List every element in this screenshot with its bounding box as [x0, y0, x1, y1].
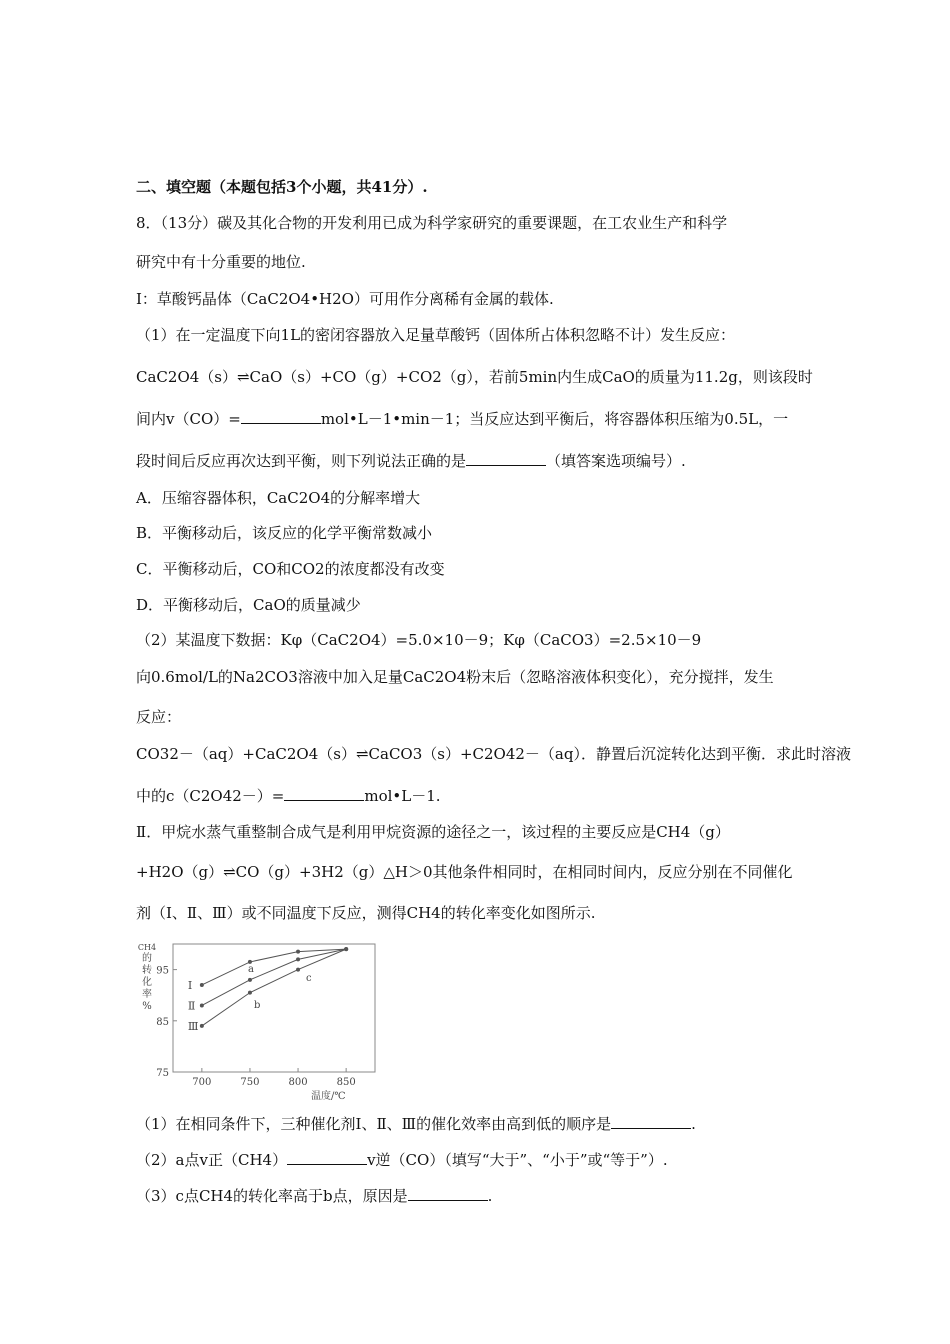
q2-line1: （2）某温度下数据：Kφ（CaC2O4）=5.0×10－9；Kφ（CaCO3）=2.5×10－9 — [136, 631, 702, 649]
point-annotation: b — [253, 1000, 261, 1011]
q2-line4: CO32－（aq）+CaC2O4（s）⇌CaCO3（s）+C2O42－（aq）．静置后沉淀转化达到平衡．求此时溶液 — [136, 745, 851, 763]
q2-line5-start: 中的c（C2O42－）= — [136, 787, 285, 805]
data-point — [296, 950, 300, 954]
q1-line3 — [136, 409, 788, 429]
q2-line5 — [136, 786, 441, 806]
conversion-chart — [133, 938, 383, 1103]
x-tick-label: 750 — [240, 1077, 260, 1088]
x-tick-label: 850 — [336, 1077, 356, 1088]
sub3-end: . — [487, 1187, 493, 1205]
q8-intro-line1: 8．（13分）碳及其化合物的开发利用已成为科学家研究的重要课题，在工农业生产和科学 — [136, 214, 728, 232]
answer-blank-option[interactable] — [466, 451, 546, 466]
y-tick-label: 95 — [156, 965, 169, 977]
data-point — [344, 947, 348, 951]
sub3-line — [136, 1186, 492, 1206]
q2-line3: 反应： — [136, 708, 182, 726]
series-label: Ⅲ — [187, 1019, 199, 1033]
data-point — [200, 1024, 204, 1028]
y-label-char: 化 — [142, 977, 152, 988]
sub1-line — [136, 1114, 696, 1134]
option-c: C．平衡移动后，CO和CO2的浓度都没有改变 — [136, 560, 445, 578]
point-annotation: a — [247, 964, 254, 976]
part1-heading: Ⅰ：草酸钙晶体（CaC2O4•H2O）可用作分离稀有金属的载体. — [136, 290, 554, 308]
option-d: D．平衡移动后，CaO的质量减少 — [136, 596, 361, 614]
series-line-2 — [202, 949, 346, 1005]
x-tick-label: 800 — [288, 1077, 308, 1088]
y-label-char: % — [142, 1001, 152, 1012]
sub1-text: （1）在相同条件下，三种催化剂Ⅰ、Ⅱ、Ⅲ的催化效率由高到低的顺序是 — [136, 1115, 612, 1133]
q1-line3-end: mol•L－1•min－1；当反应达到平衡后，将容器体积压缩为0.5L，一 — [320, 410, 789, 428]
data-point — [200, 983, 204, 987]
q1-line2: CaC2O4（s）⇌CaO（s）+CO（g）+CO2（g），若前5min内生成CaO的质量为11.2g，则该段时 — [136, 368, 813, 386]
y-tick-label: 75 — [156, 1068, 169, 1079]
series-label: Ⅰ — [187, 978, 193, 992]
sub3-text: （3）c点CH4的转化率高于b点，原因是 — [136, 1187, 408, 1205]
answer-blank-vco[interactable] — [241, 409, 321, 424]
y-label-char: 率 — [142, 989, 152, 1000]
data-point — [296, 957, 300, 961]
q2-line2: 向0.6mol/L的Na2CO3溶液中加入足量CaC2O4粉末后（忽略溶液体积变化），充分搅拌，发生 — [136, 668, 774, 686]
data-point — [248, 978, 252, 982]
sub2-line — [136, 1150, 668, 1170]
data-point — [200, 1003, 204, 1007]
y-label-char: 转 — [142, 965, 152, 976]
sub1-end: . — [691, 1115, 696, 1133]
part2-line2: +H2O（g）⇌CO（g）+3H2（g）△H＞0其他条件相同时，在相同时间内，反应分别在不同催化 — [136, 863, 793, 881]
sub2-end: v逆（CO）（填写“大于”、“小于”或“等于”）. — [367, 1151, 668, 1169]
answer-blank-reason[interactable] — [408, 1186, 488, 1201]
option-b: B．平衡移动后，该反应的化学平衡常数减小 — [136, 524, 433, 542]
series-line-3 — [202, 949, 346, 1026]
q1-line3-start: 间内v（CO）= — [136, 410, 241, 428]
section-title: 二、填空题（本题包括3个小题，共41分）. — [136, 178, 428, 196]
y-label-char: 的 — [142, 953, 152, 964]
series-label: Ⅱ — [187, 999, 196, 1013]
y-label-char: CH4 — [137, 943, 157, 952]
q1-line4-end: （填答案选项编号）. — [546, 452, 686, 470]
q8-intro-line2: 研究中有十分重要的地位. — [136, 253, 306, 271]
y-tick-label: 85 — [156, 1016, 169, 1028]
q2-line5-end: mol•L－1. — [364, 787, 441, 805]
series-line-1 — [202, 949, 346, 985]
option-a: A．压缩容器体积，CaC2O4的分解率增大 — [136, 489, 421, 507]
q1-line4-start: 段时间后反应再次达到平衡，则下列说法正确的是 — [136, 452, 467, 470]
data-point — [248, 991, 252, 995]
q1-line4 — [136, 451, 686, 471]
q1-line1: （1）在一定温度下向1L的密闭容器放入足量草酸钙（固体所占体积忽略不计）发生反应： — [136, 326, 736, 344]
chart-frame — [173, 944, 375, 1072]
x-tick-label: 700 — [192, 1077, 212, 1088]
data-point — [296, 968, 300, 972]
chart-x-label: 温度/℃ — [311, 1091, 346, 1102]
chart-y-label — [138, 943, 156, 1012]
point-annotation: c — [306, 972, 312, 984]
part2-line1: Ⅱ．甲烷水蒸气重整制合成气是利用甲烷资源的途径之一，该过程的主要反应是CH4（g） — [136, 823, 730, 841]
answer-blank-c2o4[interactable] — [284, 786, 364, 801]
answer-blank-order[interactable] — [611, 1114, 691, 1129]
part2-line3: 剂（Ⅰ、Ⅱ、Ⅲ）或不同温度下反应，测得CH4的转化率变化如图所示. — [136, 904, 596, 922]
sub2-text: （2）a点v正（CH4） — [136, 1151, 288, 1169]
answer-blank-compare[interactable] — [287, 1150, 367, 1165]
